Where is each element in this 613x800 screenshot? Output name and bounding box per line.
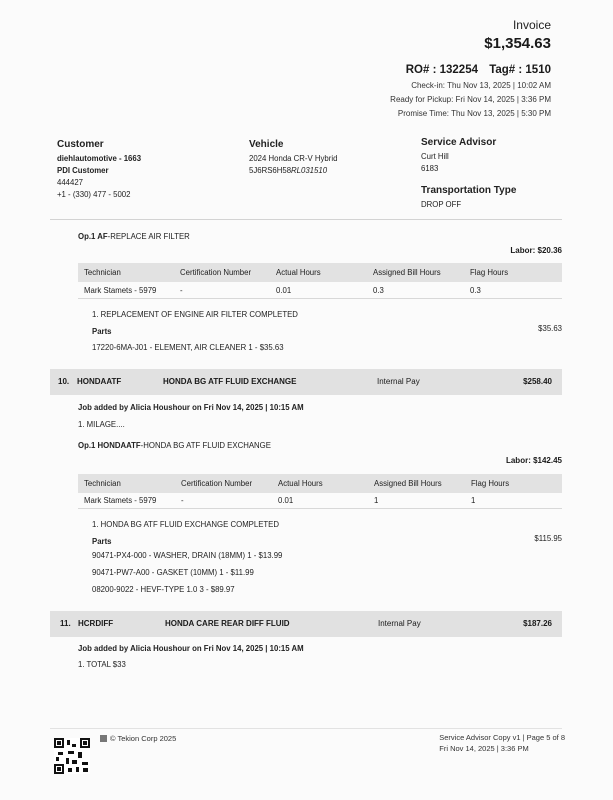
job10-part-line: 90471-PW7-A00 - GASKET (10MM) 1 - $11.99 [92,568,254,577]
job10-pay: Internal Pay [377,377,420,386]
tekion-logo-icon [100,735,107,742]
th-flag: Flag Hours [470,268,509,277]
qr-code [54,738,90,774]
table-row [78,283,562,299]
invoice-total: $1,354.63 [484,35,551,52]
job10-op-desc: -HONDA BG ATF FLUID EXCHANGE [140,441,271,450]
transport-title: Transportation Type [421,185,517,196]
row-technician: Mark Stamets - 5979 [84,496,157,505]
th-certification: Certification Number [180,268,252,277]
vehicle-model: 2024 Honda CR-V Hybrid [249,154,338,163]
job11-pay: Internal Pay [378,619,421,628]
op1-parts-total: $35.63 [538,324,562,333]
ro-tag-line [251,64,551,76]
row-assigned: 1 [374,496,379,505]
invoice-header [251,18,551,121]
job11-added: Job added by Alicia Houshour on Fri Nov 14, 2025 | 10:15 AM [78,644,304,653]
job11-title: HONDA CARE REAR DIFF FLUID [165,619,290,628]
job10-bar [50,369,562,395]
row-assigned: 0.3 [373,286,384,295]
footer-page-info [439,732,565,754]
job10-part-line: 90471-PX4-000 - WASHER, DRAIN (18MM) 1 - $13.99 [92,551,283,560]
job11-number: 11. [60,619,71,628]
op1-parts-label: Parts [92,327,112,336]
vin-start: 5J6RS6H58 [249,166,292,175]
job10-parts-label: Parts [92,537,112,546]
customer-block [57,139,227,201]
dates-block [251,79,551,121]
job10-code: HONDAATF [77,377,122,386]
table-row [78,493,562,509]
row-actual: 0.01 [276,286,292,295]
vehicle-vin [249,165,409,177]
job11-amount: $187.26 [523,619,552,628]
th-technician: Technician [84,479,121,488]
promise-time: Promise Time: Thu Nov 13, 2025 | 5:30 PM [397,109,551,118]
row-technician: Mark Stamets - 5979 [84,286,157,295]
job11-bar [50,611,562,637]
copyright-text: © Tekion Corp 2025 [110,734,177,743]
vehicle-title: Vehicle [249,139,284,150]
customer-type: PDI Customer [57,166,109,175]
invoice-label: Invoice [512,18,551,32]
advisor-name: Curt Hill [421,152,449,161]
job10-parts-total: $115.95 [534,534,562,543]
customer-title: Customer [57,139,104,150]
row-certification: - [181,496,184,505]
th-flag: Flag Hours [471,479,510,488]
job10-completed: 1. HONDA BG ATF FLUID EXCHANGE COMPLETED [92,520,280,529]
th-technician: Technician [84,268,121,277]
op1-code: Op.1 AF [78,232,108,241]
job10-added: Job added by Alicia Houshour on Fri Nov 14, 2025 | 10:15 AM [78,403,304,412]
advisor-details [421,151,571,175]
job10-op-code: Op.1 HONDAATF [78,441,141,450]
footer-copyright [100,733,176,744]
job10-note: 1. MILAGE.... [78,420,125,429]
op1-labor: Labor: $20.36 [510,246,562,255]
customer-details [57,153,227,201]
footer-divider [50,728,562,729]
job10-op-title [78,441,271,450]
copy-info: Service Advisor Copy v1 | Page 5 of 8 [439,733,565,742]
job10-part-line: 08200-9022 - HEVF-TYPE 1.0 3 - $89.97 [92,585,235,594]
row-flag: 0.3 [470,286,481,295]
th-actual: Actual Hours [276,268,321,277]
transport-value: DROP OFF [421,200,462,209]
vehicle-block [249,139,409,177]
job11-note: 1. TOTAL $33 [78,660,126,669]
divider [50,219,562,220]
tag-number: Tag# : 1510 [489,64,551,76]
th-assigned: Assigned Bill Hours [374,479,442,488]
job10-number: 10. [58,377,70,386]
job10-labor: Labor: $142.45 [505,456,562,465]
th-certification: Certification Number [181,479,253,488]
th-actual: Actual Hours [278,479,323,488]
ready-time: Ready for Pickup: Fri Nov 14, 2025 | 3:36 PM [390,95,551,104]
job10-amount: $258.40 [523,377,552,386]
job11-code: HCRDIFF [78,619,114,628]
row-flag: 1 [471,496,476,505]
op1-part-line: 17220-6MA-J01 - ELEMENT, AIR CLEANER 1 - $35.63 [92,343,284,352]
customer-number: 444427 [57,178,84,187]
op1-completed: 1. REPLACEMENT OF ENGINE AIR FILTER COMPLETED [92,310,298,319]
op1-table-header [78,263,562,282]
vin-end: RL031510 [291,166,328,175]
customer-phone: +1 - (330) 477 - 5002 [57,190,131,199]
row-certification: - [180,286,183,295]
vehicle-details [249,153,409,177]
printed-time: Fri Nov 14, 2025 | 3:36 PM [439,744,529,753]
job10-title: HONDA BG ATF FLUID EXCHANGE [163,377,297,386]
job10-table-header [78,474,562,493]
advisor-title: Service Advisor [421,137,497,148]
advisor-block [421,137,571,211]
advisor-id: 6183 [421,164,439,173]
row-actual: 0.01 [278,496,294,505]
op1-title [78,232,190,241]
th-assigned: Assigned Bill Hours [373,268,441,277]
checkin-time: Check-in: Thu Nov 13, 2025 | 10:02 AM [411,81,551,90]
op1-desc: -REPLACE AIR FILTER [107,232,190,241]
customer-name: diehlautomotive - 1663 [57,154,142,163]
ro-number: RO# : 132254 [405,64,478,76]
